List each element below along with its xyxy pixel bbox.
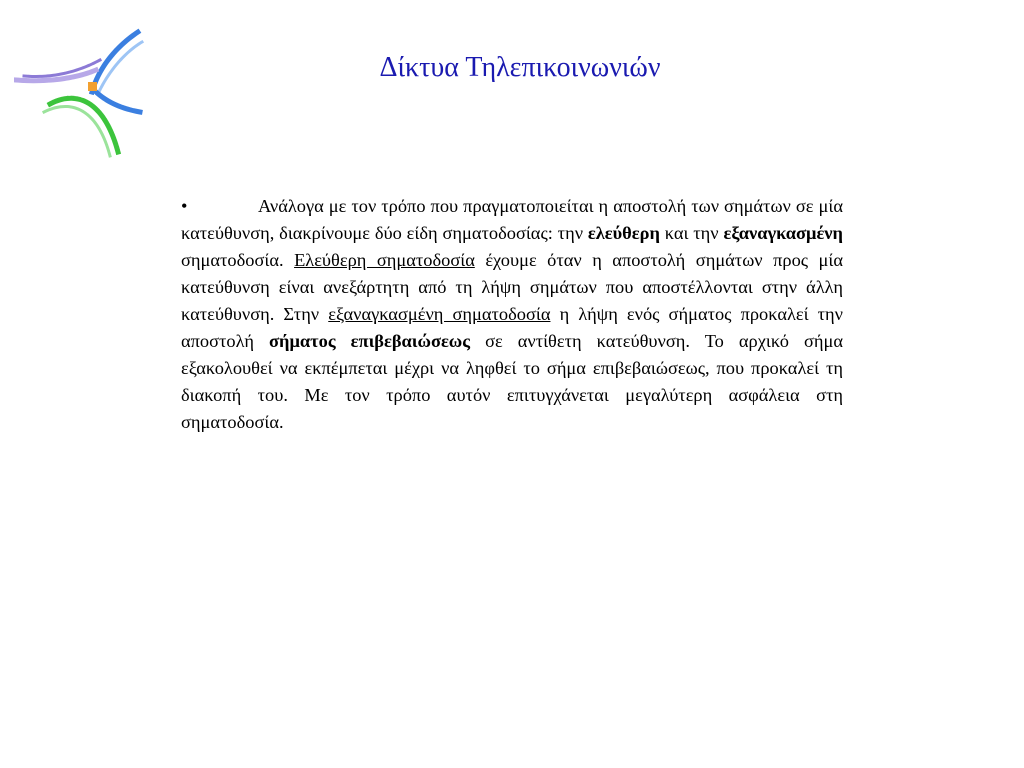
text-segment: η λήψη ενός σήματος προκαλεί την αποστολή [181, 304, 843, 351]
text-segment: σε αντίθετη κατεύθυνση. Το αρχικό σήμα εξακολουθεί να εκπέμπεται μέχρι να ληφθεί το σήμα επιβεβαιώσεως, που προκαλεί τη διακοπή του. Με τον τρόπο αυτόν επιτυγχάνεται μεγαλύτερη ασφάλεια στη σηματοδοσία. [181, 331, 843, 432]
underlined-term-free-signaling: Ελεύθερη σηματοδοσία [294, 250, 475, 270]
bullet-marker: • [181, 196, 188, 216]
text-segment: έχουμε όταν η αποστολή σημάτων προς μία κατεύθυνση είναι ανεξάρτητη από τη λήψη σημάτων που αποστέλλονται στην άλλη κατεύθυνση. Στην [181, 250, 843, 324]
bold-term-free: ελεύθερη [587, 223, 660, 243]
bullet-paragraph [181, 193, 843, 436]
bold-term-forced: εξαναγκασμένη [723, 223, 843, 243]
logo-blue-lower-arm [94, 90, 140, 112]
bold-term-acknowledgement-signal: σήματος επιβεβαιώσεως [269, 331, 471, 351]
underlined-term-forced-signaling: εξαναγκασμένη σηματοδοσία [328, 304, 551, 324]
text-segment: και την [659, 223, 724, 243]
text-segment: Ανάλογα με τον τρόπο που πραγματοποιείται η αποστολή των σημάτων σε μία κατεύθυνση, διακρίνουμε δύο είδη σηματοδοσίας: την [181, 196, 843, 243]
text-segment: σηματοδοσία. [181, 250, 295, 270]
star-swirl-logo-icon [14, 20, 146, 160]
page-title: Δίκτυα Τηλεπικοινωνιών [379, 52, 661, 83]
